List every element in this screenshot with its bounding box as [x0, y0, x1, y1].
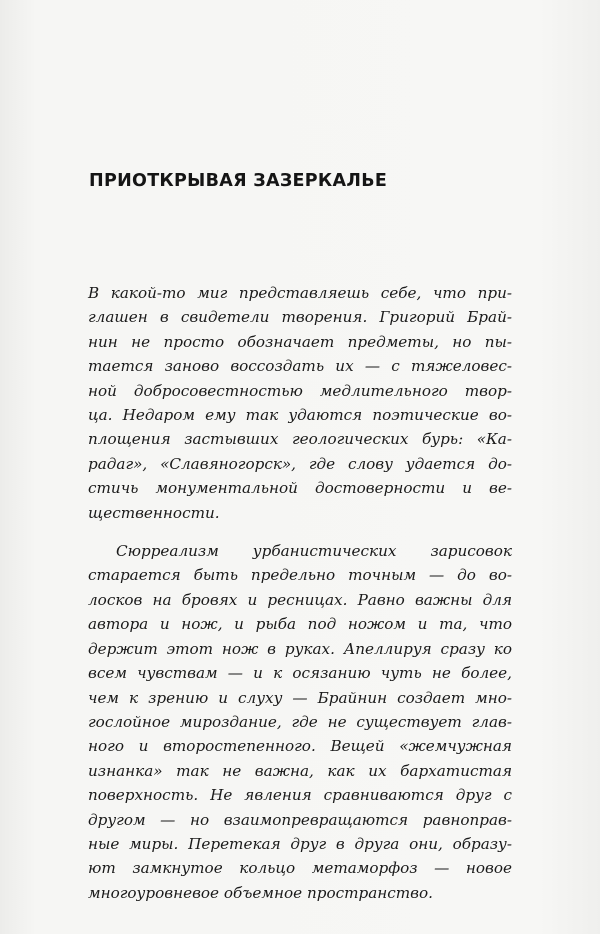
text-line: Сюрреализм урбанистических зарисовок [116, 542, 512, 561]
text-line: тается заново воссоздать их — с тяжеловес- [88, 357, 512, 376]
text-line: стичь монументальной достоверности и ве- [88, 479, 512, 498]
text-line: ной добросовестностью медлительного твор- [88, 381, 512, 400]
text-line: другом — но взаимопревращаются равноправ- [88, 810, 512, 829]
text-line: площения застывших геологических бурь: «Ка- [88, 430, 512, 449]
text-line: многоуровневое объемное пространство. [88, 883, 433, 902]
paragraph-2 [88, 539, 512, 905]
text-line: изнанка» так не важна, как их бархатистая [88, 761, 512, 780]
text-line: старается быть предельно точным — до во- [88, 566, 512, 585]
text-line: автора и нож, и рыба под ножом и та, что [88, 615, 512, 634]
text-line: лосков на бровях и ресницах. Равно важны для [88, 590, 512, 609]
text-line: держит этот нож в руках. Апеллируя сразу ко [88, 639, 512, 658]
text-line: гослойное мироздание, где не существует глав- [88, 712, 512, 731]
text-line: ные миры. Перетекая друг в друга они, образу- [88, 834, 512, 853]
text-line: нин не просто обозначает предметы, но пы- [88, 332, 512, 351]
text-line: щественности. [88, 503, 220, 522]
section-heading: ПРИОТКРЫВАЯ ЗАЗЕРКАЛЬЕ [89, 171, 388, 191]
text-line: В какой-то миг представляешь себе, что при- [88, 284, 512, 302]
body-text [88, 281, 512, 905]
text-line: ца. Недаром ему так удаются поэтические во- [88, 406, 512, 425]
text-line: ного и второстепенного. Вещей «жемчужная [88, 737, 512, 756]
text-line: чем к зрению и слуху — Брайнин создает мно- [88, 688, 512, 707]
text-line: поверхность. Не явления сравниваются друг с [88, 786, 512, 805]
text-line: глашен в свидетели творения. Григорий Брай- [88, 308, 512, 327]
text-line: всем чувствам — и к осязанию чуть не более, [88, 664, 512, 683]
paragraph-gap [88, 525, 512, 539]
text-line: ют замкнутое кольцо метаморфоз — новое [88, 859, 512, 878]
paragraph-1 [88, 281, 512, 525]
text-line: радаг», «Славяногорск», где слову удается до- [88, 454, 512, 473]
